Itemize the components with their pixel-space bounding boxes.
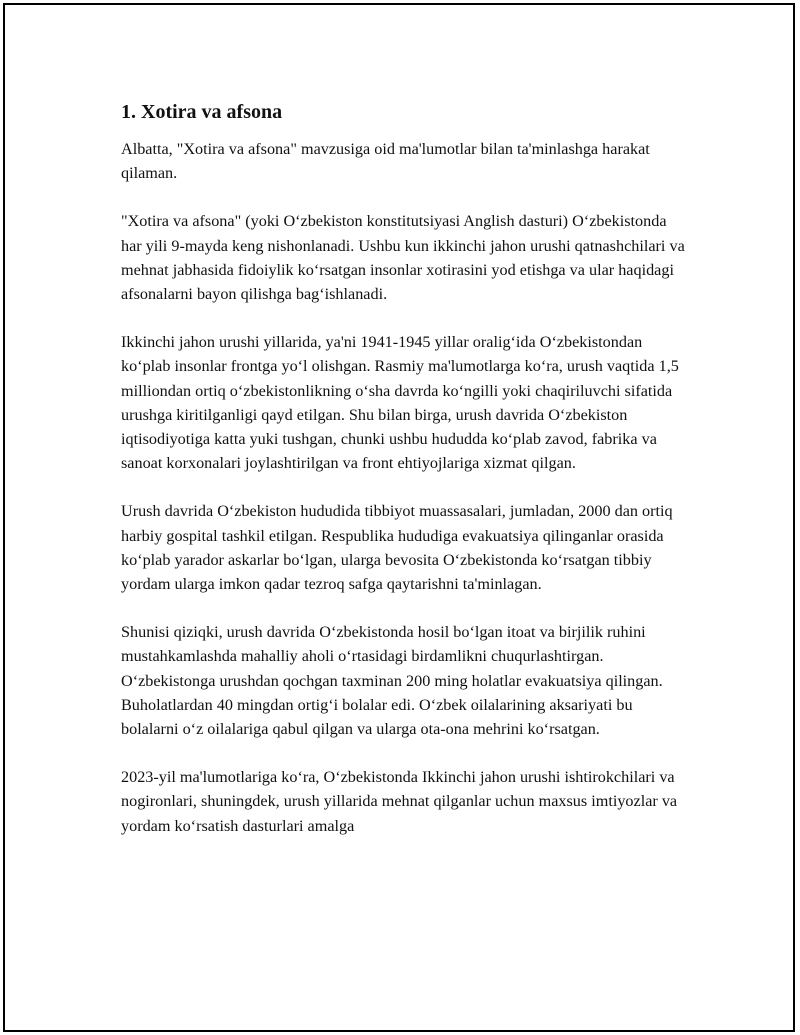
page-frame — [3, 3, 795, 1032]
paragraph-evacuation: Shunisi qiziqki, urush davrida O‘zbekistonda hosil bo‘lgan itoat va birjilik ruhini mustahkamlashda mahalliy aholi o‘rtasidagi birdamlikni chuqurlashtirgan. O‘zbekistonga urushdan qochgan taxminan 200 ming holatlar evakuatsiya qilingan. Buholatlardan 40 mingdan ortig‘i bolalar edi. O‘zbek oilalarining aksariyati bu bolalarni o‘z oilalariga qabul qilgan va ularga ota-ona mehrini ko‘rsatgan. — [121, 623, 663, 739]
paragraph-holiday: "Xotira va afsona" (yoki O‘zbekiston konstitutsiyasi Anglish dasturi) O‘zbekistonda har yili 9-mayda keng nishonlanadi. Ushbu kun ikkinchi jahon urushi qatnashchilari va mehnat jabhasida fidoiylik ko‘rsatgan insonlar xotirasini yod etishga va ular haqidagi afsonalarni bayon qilishga bag‘ishlanadi. — [121, 212, 685, 304]
paragraph-hospitals: Urush davrida O‘zbekiston hududida tibbiyot muassasalari, jumladan, 2000 dan ortiq harbiy gospital tashkil etilgan. Respublika hududiga evakuatsiya qilinganlar orasida ko‘plab yarador askarlar bo‘lgan, ularga bevosita O‘zbekistonda ko‘rsatgan tibbiy yordam ularga imkon qadar tezroq safga qaytarishni ta'minlagan. — [121, 502, 673, 594]
paragraph-intro: Albatta, "Xotira va afsona" mavzusiga oid ma'lumotlar bilan ta'minlashga harakat qilaman. — [121, 140, 650, 183]
paragraph-war-years: Ikkinchi jahon urushi yillarida, ya'ni 1941-1945 yillar oralig‘ida O‘zbekistondan ko‘plab insonlar frontga yo‘l olishgan. Rasmiy ma'lumotlarga ko‘ra, urush vaqtida 1,5 milliondan ortiq o‘zbekistonlikning o‘sha davrda ko‘ngilli yoki chaqiriluvchi sifatida urushga kiritilganligi qayd etilgan. Shu bilan birga, urush davrida O‘zbekiston iqtisodiyotiga katta yuki tushgan, chunki ushbu hududda ko‘plab zavod, fabrika va sanoat korxonalari joylashtirilgan va front ehtiyojlariga xizmat qilgan. — [121, 333, 679, 473]
section-heading: 1. Xotira va afsona — [121, 101, 283, 123]
paragraph-2023: 2023-yil ma'lumotlariga ko‘ra, O‘zbekistonda Ikkinchi jahon urushi ishtirokchilari va nogironlari, shuningdek, urush yillarida mehnat qilganlar uchun maxsus imtiyozlar va yordam ko‘rsatish dasturlari amalga — [121, 768, 678, 835]
document-body — [121, 95, 691, 862]
